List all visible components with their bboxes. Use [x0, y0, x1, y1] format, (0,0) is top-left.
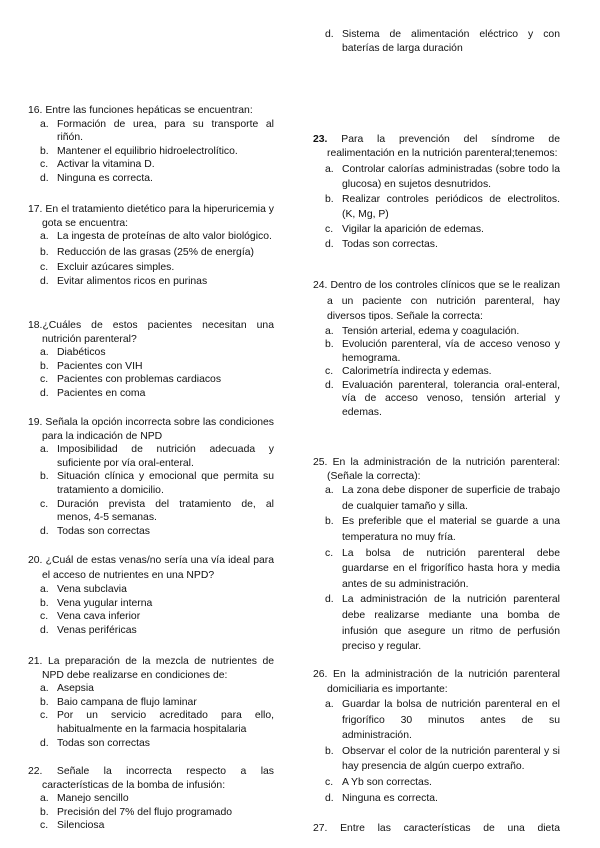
option-text: Vena cava inferior: [57, 611, 141, 623]
question-stem: [28, 203, 274, 230]
question-stem: [313, 133, 560, 160]
question-16: [28, 104, 274, 186]
question-text: En el tratamiento dietético para la hiperuricemia y gota se encuentra:: [42, 204, 274, 229]
option-b[interactable]: [28, 470, 274, 497]
question-number: 27.: [313, 823, 328, 834]
option-b[interactable]: [28, 246, 274, 260]
option-letter: c.: [40, 374, 49, 386]
option-b[interactable]: [28, 145, 274, 159]
question-stem: [28, 655, 274, 682]
option-letter: a.: [325, 485, 334, 497]
option-letter: a.: [40, 347, 49, 359]
question-22: [28, 765, 274, 833]
option-d[interactable]: [313, 237, 560, 252]
question-text: ¿Cuál de estas venas/no sería una vía ideal para el acceso de nutrientes en una NPD?: [42, 555, 274, 581]
question-21: [28, 655, 274, 750]
options-list: [28, 230, 274, 288]
option-d[interactable]: [28, 387, 274, 401]
option-b[interactable]: [28, 696, 274, 710]
option-c[interactable]: [28, 373, 274, 387]
question-stem: [28, 104, 274, 118]
options-list: [28, 792, 274, 833]
option-letter: c.: [40, 611, 49, 623]
question-number: 17.: [28, 204, 43, 215]
question-text: La preparación de la mezcla de nutrientes de NPD debe realizarse en condiciones de:: [42, 656, 274, 681]
question-17: [28, 203, 274, 289]
option-d[interactable]: [28, 525, 274, 539]
option-c[interactable]: [313, 546, 560, 593]
question-number: 20.: [28, 555, 43, 566]
option-letter: b.: [325, 516, 334, 528]
option-text: Imposibilidad de nutrición adecuada y suficiente por vía oral-enteral.: [57, 444, 274, 469]
option-letter: b.: [40, 806, 49, 818]
option-d[interactable]: [313, 791, 560, 807]
option-letter: a.: [40, 793, 49, 805]
option-text: A Yb son correctas.: [342, 776, 432, 788]
option-text: Observar el color de la nutrición parenteral y si hay presencia de algún cuerpo extraño.: [342, 745, 560, 773]
option-c[interactable]: [28, 498, 274, 525]
options-list: [313, 162, 560, 252]
option-text: Es preferible que el material se guarde a una temperatura no muy fría.: [342, 516, 560, 543]
option-d[interactable]: [28, 275, 274, 289]
option-text: Tensión arterial, edema y coagulación.: [342, 325, 520, 337]
options-list: [28, 583, 274, 637]
option-c[interactable]: [313, 775, 560, 791]
option-letter: c.: [325, 224, 334, 236]
question-number: 21.: [28, 656, 43, 667]
option-text: Manejo sencillo: [57, 793, 129, 805]
option-text: Vena subclavia: [57, 584, 127, 595]
option-letter: a.: [40, 683, 49, 695]
option-d[interactable]: [313, 379, 560, 420]
question-number: 22.: [28, 766, 43, 777]
option-text: Evaluación parenteral, tolerancia oral-enteral, vía de acceso venoso, tensión arterial y edemas.: [342, 379, 560, 419]
option-letter: d.: [40, 172, 49, 184]
options-list: [313, 697, 560, 806]
option-text: Activar la vitamina D.: [57, 159, 155, 171]
option-text: Pacientes en coma: [57, 387, 146, 399]
option-letter: d.: [325, 239, 334, 251]
question-stem: [313, 822, 560, 836]
option-letter: a.: [40, 584, 49, 595]
question-19: [28, 416, 274, 538]
option-letter: a.: [325, 699, 334, 710]
option-letter: c.: [40, 159, 49, 171]
option-letter: d.: [40, 737, 49, 749]
option-b[interactable]: [28, 806, 274, 820]
option-letter: c.: [40, 820, 49, 832]
option-text: Asepsia: [57, 683, 94, 695]
option-letter: b.: [40, 360, 49, 372]
option-text: Mantener el equilibrio hidroelectrolítico.: [57, 145, 238, 157]
option-letter: b.: [40, 145, 49, 157]
option-text: Diabéticos: [57, 347, 106, 359]
option-text: Controlar calorías administradas (sobre todo la glucosa) en sujetos desnutridos.: [342, 164, 560, 191]
option-d[interactable]: [28, 737, 274, 751]
option-letter: a.: [40, 231, 49, 243]
option-letter: d.: [325, 792, 334, 804]
question-text: En la administración de la nutrición parenteral domiciliaria es importante:: [327, 669, 560, 695]
question-number: 26.: [313, 669, 328, 680]
options-list: [313, 325, 560, 420]
option-text: Ninguna es correcta.: [57, 172, 153, 184]
option-b[interactable]: [313, 514, 560, 545]
option-text: Formación de urea, para su transporte al riñón.: [57, 118, 274, 144]
option-c[interactable]: [28, 158, 274, 172]
option-text: Baio campana de flujo laminar: [57, 696, 197, 708]
question-stem: [28, 319, 274, 346]
option-letter: b.: [325, 745, 334, 757]
option-b[interactable]: [313, 744, 560, 775]
question-text: Entre las características de una dieta: [340, 823, 560, 834]
options-list: [28, 346, 274, 400]
question-27: [313, 822, 560, 836]
question-number: 16.: [28, 105, 43, 116]
option-text: Guardar la bolsa de nutrición parenteral en el frigorífico 30 minutos antes de su administración.: [342, 699, 560, 742]
option-b[interactable]: [313, 192, 560, 222]
question-text: En la administración de la nutrición parenteral: (Señale la correcta):: [327, 457, 560, 482]
option-letter: a.: [325, 164, 334, 176]
option-text: Evitar alimentos ricos en purinas: [57, 275, 208, 287]
options-list: [28, 443, 274, 538]
question-stem: [313, 667, 560, 697]
question-text: Señale la incorrecta respecto a las características de la bomba de infusión:: [42, 766, 274, 791]
option-text: Reducción de las grasas (25% de energía): [57, 246, 254, 258]
question-text: ¿Cuáles de estos pacientes necesitan una nutrición parenteral?: [42, 320, 274, 345]
option-letter: a.: [40, 444, 49, 456]
option-letter: a.: [325, 325, 334, 337]
option-letter: b.: [40, 696, 49, 708]
option-a[interactable]: [28, 792, 274, 806]
option-text: Realizar controles periódicos de electrolitos. (K, Mg, P): [342, 194, 560, 221]
question-number: 25.: [313, 457, 328, 468]
option-letter: d.: [40, 275, 49, 287]
option-letter: c.: [325, 366, 334, 378]
option-text: Por un servicio acreditado para ello, habitualmente en la farmacia hospitalaria: [57, 710, 274, 735]
option-text: Todas son correctas.: [342, 239, 438, 251]
option-text: Vigilar la aparición de edemas.: [342, 224, 484, 236]
option-a[interactable]: [28, 230, 274, 244]
option-letter: d.: [325, 29, 334, 40]
option-a[interactable]: [313, 162, 560, 192]
option-a[interactable]: [28, 346, 274, 360]
option-letter: c.: [40, 710, 49, 722]
option-d[interactable]: [28, 172, 274, 186]
option-text: Silenciosa: [57, 820, 105, 832]
question-25: [313, 456, 560, 655]
option-text: Pacientes con problemas cardiacos: [57, 374, 222, 386]
option-text: La bolsa de nutrición parenteral debe guardarse en el frigorífico hasta hora y media antes de su administración.: [342, 547, 560, 590]
question-number: 23.: [313, 134, 328, 145]
option-letter: d.: [40, 624, 49, 636]
question-stem: [313, 456, 560, 483]
option-letter: c.: [325, 547, 334, 559]
option-letter: d.: [40, 525, 49, 537]
option-letter: d.: [325, 594, 334, 606]
option-a[interactable]: [313, 483, 560, 514]
option-text: Ninguna es correcta.: [342, 792, 438, 804]
option-a[interactable]: [313, 697, 560, 744]
option-text: Precisión del 7% del flujo programado: [57, 806, 233, 818]
option-text: Evolución parenteral, vía de acceso venoso y hemograma.: [342, 339, 560, 364]
question-number: 24.: [313, 280, 328, 291]
option-d[interactable]: [313, 28, 560, 55]
options-list: [28, 118, 274, 186]
question-18: [28, 319, 274, 401]
option-text: Todas son correctas: [57, 737, 150, 749]
question-stem: [28, 765, 274, 792]
option-letter: a.: [40, 118, 49, 130]
option-a[interactable]: [313, 325, 560, 339]
option-c[interactable]: [28, 819, 274, 833]
option-text: Calorimetría indirecta y edemas.: [342, 366, 492, 378]
option-b[interactable]: [313, 338, 560, 365]
question-20: [28, 553, 274, 637]
option-text: Excluir azúcares simples.: [57, 262, 175, 274]
option-text: Sistema de alimentación eléctrico y con baterías de larga duración: [342, 29, 560, 54]
option-a[interactable]: [28, 443, 274, 470]
question-text: Para la prevención del síndrome de realimentación en la nutrición parenteral;tenemos:: [327, 134, 560, 159]
option-a[interactable]: [28, 682, 274, 696]
question-stem: [28, 416, 274, 443]
option-text: Vena yugular interna: [57, 597, 153, 609]
option-letter: d.: [40, 387, 49, 399]
option-text: La ingesta de proteínas de alto valor biológico.: [57, 231, 272, 243]
option-text: Pacientes con VIH: [57, 360, 143, 372]
option-c[interactable]: [28, 261, 274, 275]
question-26: [313, 667, 560, 806]
question-24: [313, 278, 560, 420]
option-letter: b.: [40, 597, 49, 609]
question-23: [313, 133, 560, 252]
question-text: Dentro de los controles clínicos que se le realizan a un paciente con nutrición parenteral, hay diversos tipos. Señale la correcta:: [327, 280, 561, 322]
option-text: La zona debe disponer de superficie de trabajo de cualquier tamaño y silla.: [342, 485, 560, 512]
question-22-continued: [313, 28, 560, 55]
option-a[interactable]: [28, 118, 274, 145]
option-a[interactable]: [28, 583, 274, 597]
option-c[interactable]: [313, 365, 560, 379]
option-text: Venas periféricas: [57, 624, 137, 636]
option-text: Todas son correctas: [57, 525, 150, 537]
option-letter: b.: [325, 339, 334, 351]
question-text: Señala la opción incorrecta sobre las condiciones para la indicación de NPD: [42, 417, 275, 442]
options-list: [313, 28, 560, 55]
option-letter: c.: [40, 498, 49, 510]
option-letter: c.: [40, 262, 49, 274]
option-text: La administración de la nutrición parenteral debe realizarse mediante una bomba de infusión que asegure un ritmo de perfusión preciso y regular.: [342, 594, 560, 653]
option-text: Duración prevista del tratamiento de, al menos, 4-5 semanas.: [57, 498, 274, 524]
option-d[interactable]: [28, 624, 274, 638]
question-stem: [28, 553, 274, 583]
option-text: Situación clínica y emocional que permita su tratamiento a domicilio.: [57, 471, 274, 496]
question-number: 19.: [28, 417, 43, 428]
option-d[interactable]: [313, 592, 560, 654]
option-letter: d.: [325, 379, 334, 391]
options-list: [28, 682, 274, 750]
option-b[interactable]: [28, 360, 274, 374]
option-c[interactable]: [28, 709, 274, 736]
question-text: Entre las funciones hepáticas se encuentran:: [45, 105, 253, 116]
option-letter: c.: [325, 776, 334, 788]
option-letter: b.: [40, 246, 49, 258]
options-list: [313, 483, 560, 655]
option-letter: b.: [325, 194, 334, 206]
option-letter: b.: [40, 471, 49, 483]
question-number: 18.: [28, 320, 43, 331]
question-stem: [313, 278, 560, 325]
option-c[interactable]: [28, 610, 274, 624]
option-b[interactable]: [28, 597, 274, 611]
option-c[interactable]: [313, 222, 560, 237]
